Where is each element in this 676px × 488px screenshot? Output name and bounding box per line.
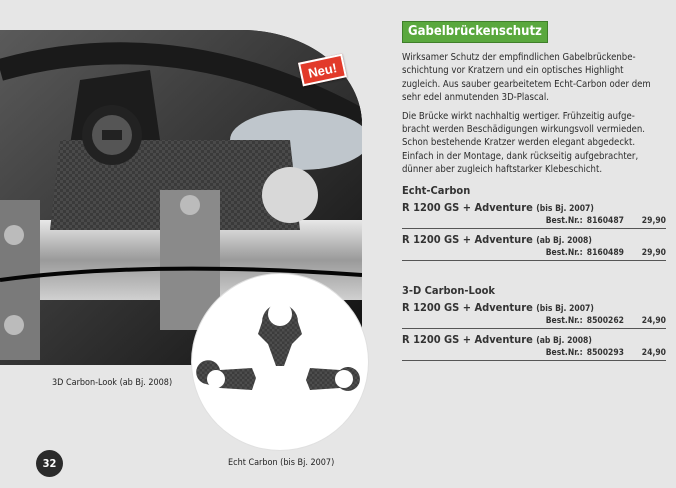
caption-3d-carbon: 3D Carbon-Look (ab Bj. 2008) — [52, 378, 173, 388]
text-line: dünner aber zugleich haftstarker Klebeschicht. — [402, 164, 603, 176]
order-label: Best.Nr.: — [545, 247, 583, 258]
order-number: 8160489 — [586, 247, 624, 258]
text-line: Einfach in der Montage, dank rückseitig aufgebrachter, — [402, 150, 639, 162]
product-row — [402, 200, 666, 229]
order-label: Best.Nr.: — [545, 347, 583, 358]
carbon-parts-inset — [192, 274, 368, 450]
section-title-3d-carbon-look: 3-D Carbon-Look — [402, 283, 496, 297]
product-name — [402, 200, 666, 214]
order-line — [402, 246, 666, 260]
product-name — [402, 300, 666, 314]
model-name: R 1200 GS + Adventure — [402, 332, 533, 346]
product-name — [402, 332, 666, 346]
model-name: R 1200 GS + Adventure — [402, 200, 533, 214]
text-line: Die Brücke wirkt nachhaltig wertiger. Frühzeitig aufge- — [402, 110, 635, 122]
benefits-paragraph — [402, 110, 666, 177]
product-row — [402, 300, 666, 329]
model-year-note: (bis Bj. 2007) — [536, 303, 594, 314]
order-number: 8160487 — [586, 215, 624, 226]
order-line — [402, 214, 666, 228]
text-line: sehr edel anmutenden 3D-Plascal. — [402, 92, 549, 104]
section-title-echt-carbon: Echt-Carbon — [402, 183, 471, 197]
intro-paragraph — [402, 51, 666, 105]
order-line — [402, 346, 666, 360]
price: 24,90 — [641, 315, 666, 326]
text-line: bracht werden Beschädigungen wirkungsvoll vermieden. — [402, 124, 646, 136]
product-row — [402, 232, 666, 261]
price: 29,90 — [641, 247, 666, 258]
left-cover-part — [196, 360, 256, 390]
text-line: Wirksamer Schutz der empfindlichen Gabelbrückenbe- — [402, 52, 636, 63]
product-name — [402, 232, 666, 246]
order-line — [402, 314, 666, 328]
caption-echt-carbon: Echt Carbon (bis Bj. 2007) — [228, 458, 335, 468]
model-year-note: (bis Bj. 2007) — [536, 203, 594, 214]
page-number: 32 — [36, 450, 63, 477]
model-year-note: (ab Bj. 2008) — [536, 335, 592, 346]
order-label: Best.Nr.: — [545, 315, 583, 326]
model-name: R 1200 GS + Adventure — [402, 300, 533, 314]
center-cover-part — [258, 302, 302, 366]
section-heading: Gabelbrückenschutz — [402, 21, 548, 43]
model-name: R 1200 GS + Adventure — [402, 232, 533, 246]
order-label: Best.Nr.: — [545, 215, 583, 226]
right-cover-part — [306, 367, 360, 391]
price: 24,90 — [641, 347, 666, 358]
text-line: schichtung vor Kratzern und ein optisches Highlight — [402, 65, 624, 77]
order-number: 8500293 — [586, 347, 624, 358]
order-number: 8500262 — [586, 315, 624, 326]
text-line: zugleich. Aus sauber gearbeitetem Echt-Carbon oder dem — [402, 78, 651, 90]
carbon-covers-illustration — [192, 274, 368, 450]
product-description-column — [402, 20, 666, 364]
text-line: Schon bestehende Kratzer werden elegant abgedeckt. — [402, 137, 636, 149]
model-year-note: (ab Bj. 2008) — [536, 235, 592, 246]
product-row — [402, 332, 666, 361]
new-badge: Neu! — [298, 54, 347, 87]
price: 29,90 — [641, 215, 666, 226]
